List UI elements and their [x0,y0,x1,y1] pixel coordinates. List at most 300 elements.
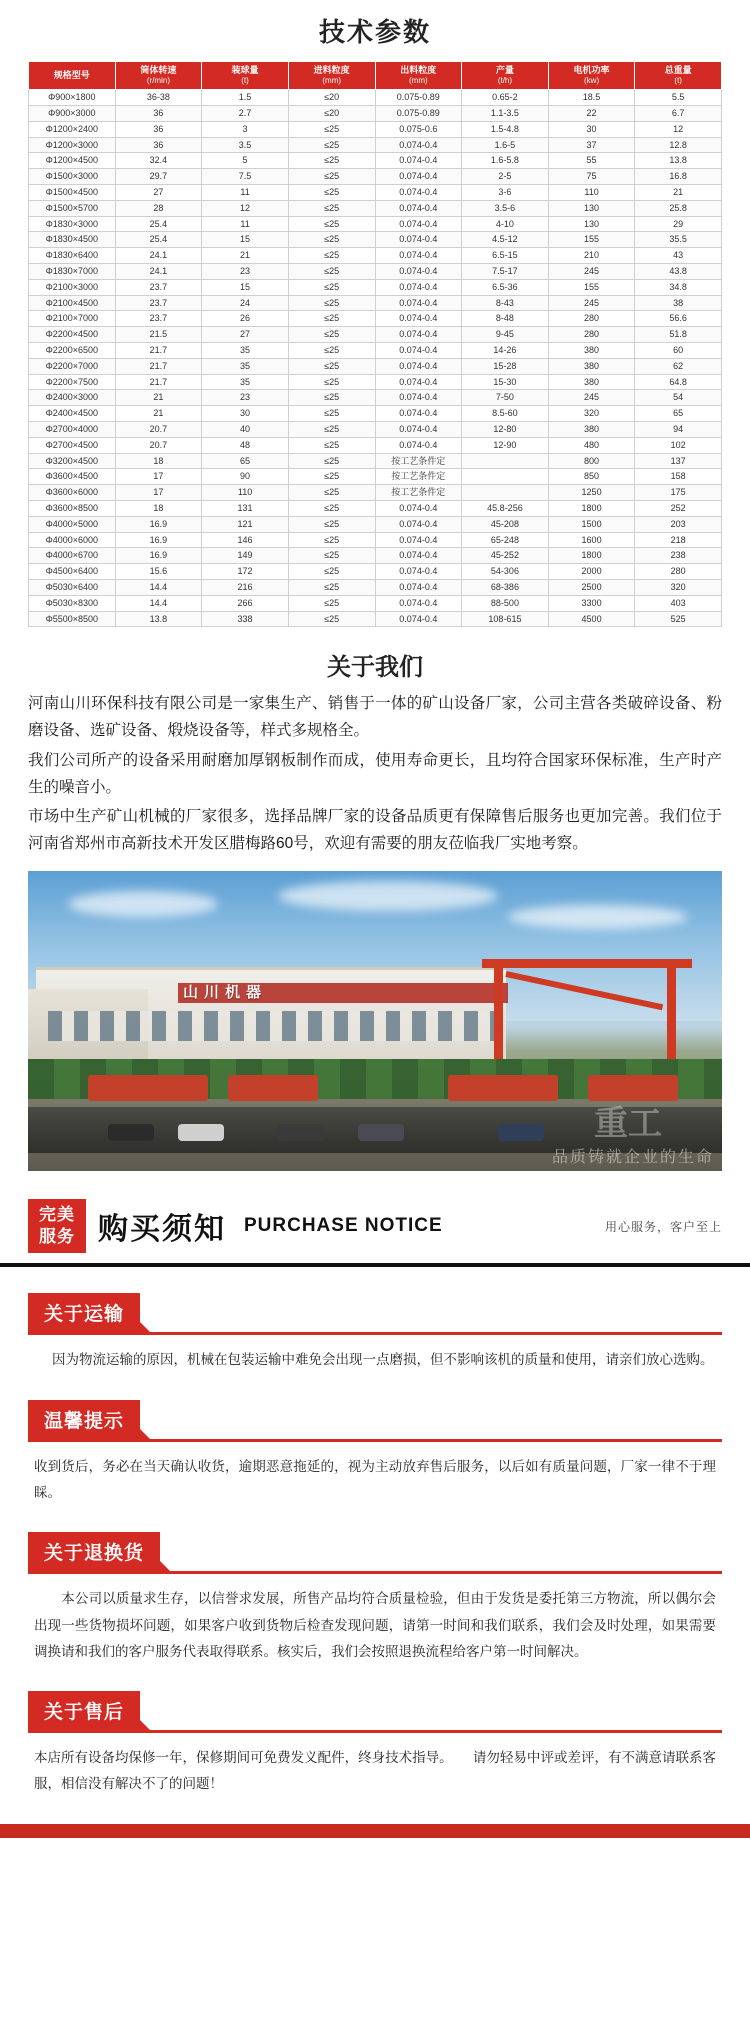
table-row [29,137,722,153]
table-row [29,469,722,485]
table-row [29,485,722,501]
service-badge [28,1199,86,1253]
notice-body-tips: 收到货后，务必在当天确认收货，逾期恶意拖延的，视为主动放弃售后服务，以后如有质量问题，厂家一律不于理睬。 [34,1458,716,1500]
table-cell: 2-5 [462,169,549,185]
table-cell [462,485,549,501]
table-cell: 68-386 [462,579,549,595]
table-cell: ≤25 [288,216,375,232]
table-cell: Φ5030×6400 [29,579,116,595]
spec-col-speed-label: 筒体转速 [140,65,177,75]
table-cell: Φ2100×3000 [29,279,116,295]
table-cell: 380 [548,343,635,359]
table-cell: 25.8 [635,200,722,216]
spec-table [28,61,722,627]
table-cell: ≤25 [288,532,375,548]
table-row [29,232,722,248]
table-row [29,200,722,216]
table-cell: 25.4 [115,216,202,232]
table-cell: 5.5 [635,90,722,106]
table-cell: 1.5 [202,90,289,106]
table-cell: 30 [202,406,289,422]
table-cell: 1800 [548,500,635,516]
notice-item-after-sales [28,1691,722,1798]
spec-col-power-label: 电机功率 [573,65,610,75]
equipment-item [228,1075,318,1101]
table-cell: 0.074-0.4 [375,137,462,153]
table-cell: 8.5-60 [462,406,549,422]
table-cell: 0.074-0.4 [375,216,462,232]
table-cell: 1.6-5.8 [462,153,549,169]
factory-photo [28,871,722,1171]
table-cell: 7-50 [462,390,549,406]
spec-col-ball-load-label: 装球量 [231,65,259,75]
about-paragraph-1: 河南山川环保科技有限公司是一家集生产、销售于一体的矿山设备厂家，公司主营各类破碎设备、粉磨设备、选矿设备、煅烧设备等，样式多规格全。 [28,695,722,740]
table-cell: 23.7 [115,311,202,327]
table-cell: 4.5-12 [462,232,549,248]
equipment-item [448,1075,558,1101]
table-cell: ≤25 [288,421,375,437]
table-cell: 75 [548,169,635,185]
table-cell: 35 [202,343,289,359]
table-row [29,406,722,422]
table-row [29,185,722,201]
table-cell: Φ1200×2400 [29,121,116,137]
crane-diagonal [505,971,663,1010]
table-cell: Φ1830×4500 [29,232,116,248]
table-cell: 172 [202,564,289,580]
notice-divider [28,1730,722,1733]
table-cell: 37 [548,137,635,153]
table-cell: 27 [202,327,289,343]
table-cell: 0.074-0.4 [375,279,462,295]
table-cell: 130 [548,216,635,232]
table-cell: Φ4500×6400 [29,564,116,580]
notice-item-transport [28,1293,722,1373]
table-cell: 6.7 [635,106,722,122]
table-cell: 23.7 [115,295,202,311]
table-cell: ≤25 [288,595,375,611]
table-cell: 0.074-0.4 [375,564,462,580]
table-cell: 12-90 [462,437,549,453]
table-cell: ≤25 [288,564,375,580]
table-cell: Φ2200×4500 [29,327,116,343]
table-row [29,121,722,137]
purchase-notice-title-en: PURCHASE NOTICE [244,1215,443,1237]
spec-col-ball-load-unit: (t) [241,76,249,86]
table-row [29,343,722,359]
table-row [29,358,722,374]
table-cell: 23 [202,264,289,280]
table-cell: 35.5 [635,232,722,248]
table-cell: 28 [115,200,202,216]
table-cell: 21.7 [115,358,202,374]
table-cell: 64.8 [635,374,722,390]
table-cell: 18 [115,500,202,516]
table-row [29,311,722,327]
table-cell: 22 [548,106,635,122]
spec-col-model [29,62,116,90]
table-cell: 48 [202,437,289,453]
about-title: 关于我们 [327,654,423,682]
table-cell: Φ2100×4500 [29,295,116,311]
table-cell: ≤25 [288,153,375,169]
table-cell: 54 [635,390,722,406]
table-cell: 280 [548,327,635,343]
table-cell: 23 [202,390,289,406]
about-paragraph-2: 我们公司所产的设备采用耐磨加厚钢板制作而成，使用寿命更长，且均符合国家环保标准，生产时产生的噪音小。 [28,751,722,796]
table-cell: 480 [548,437,635,453]
table-cell: 32.4 [115,153,202,169]
table-cell: 0.074-0.4 [375,248,462,264]
table-cell: 24.1 [115,248,202,264]
table-cell: 0.074-0.4 [375,390,462,406]
table-cell: 34.8 [635,279,722,295]
table-cell: 216 [202,579,289,595]
table-cell: 21.7 [115,374,202,390]
table-row [29,548,722,564]
spec-col-ball-load [202,62,289,90]
spec-col-power [548,62,635,90]
table-cell: Φ3200×4500 [29,453,116,469]
table-cell: 108-615 [462,611,549,627]
table-cell: Φ1500×4500 [29,185,116,201]
table-cell: 7.5-17 [462,264,549,280]
table-cell: 0.074-0.4 [375,406,462,422]
table-cell: 280 [548,311,635,327]
table-cell: 4500 [548,611,635,627]
table-cell: 23.7 [115,279,202,295]
table-cell: 40 [202,421,289,437]
table-cell: 51.8 [635,327,722,343]
table-cell: Φ1830×6400 [29,248,116,264]
table-cell: 252 [635,500,722,516]
table-cell: 403 [635,595,722,611]
table-cell: 3 [202,121,289,137]
table-cell: 36 [115,121,202,137]
spec-table-head [29,62,722,90]
table-cell: 16.9 [115,532,202,548]
table-cell: 800 [548,453,635,469]
table-cell: 按工艺条件定 [375,453,462,469]
spec-col-feed-size [288,62,375,90]
equipment-item [88,1075,208,1101]
table-cell: 338 [202,611,289,627]
building-windows [48,1011,498,1041]
table-cell: 380 [548,374,635,390]
parked-car [178,1124,224,1141]
table-cell: Φ1200×4500 [29,153,116,169]
table-cell: 0.074-0.4 [375,311,462,327]
table-cell: 56.6 [635,311,722,327]
table-cell: Φ5030×8300 [29,595,116,611]
notice-divider [28,1332,722,1335]
table-row [29,248,722,264]
table-cell: Φ1500×5700 [29,200,116,216]
table-row [29,90,722,106]
table-cell: 21 [202,248,289,264]
table-row [29,516,722,532]
parked-car [108,1124,154,1141]
table-cell: Φ3600×8500 [29,500,116,516]
table-cell: 158 [635,469,722,485]
table-cell: 38 [635,295,722,311]
table-cell: 155 [548,232,635,248]
table-cell: ≤25 [288,311,375,327]
table-cell: 14-26 [462,343,549,359]
table-cell: 0.074-0.4 [375,153,462,169]
table-cell: ≤25 [288,453,375,469]
table-row [29,279,722,295]
table-cell: 15 [202,279,289,295]
watermark-logo: 重工 [594,1105,662,1144]
gantry-crane [482,941,692,1071]
table-cell: 15 [202,232,289,248]
table-cell: 850 [548,469,635,485]
table-cell: 65 [202,453,289,469]
table-cell: 36 [115,106,202,122]
table-cell: ≤20 [288,90,375,106]
table-cell: 203 [635,516,722,532]
table-cell: 0.074-0.4 [375,295,462,311]
table-cell: 1600 [548,532,635,548]
table-cell: 35 [202,358,289,374]
table-cell: Φ2400×3000 [29,390,116,406]
spec-col-capacity-unit: (t/h) [497,76,513,86]
table-row [29,153,722,169]
notice-body-returns: 本公司以质量求生存，以信誉求发展，所售产品均符合质量检验，但由于发货是委托第三方物流，所以偶尔会出现一些货物损坏问题，如果客户收到货物后检查发现问题，请第一时间和我们联系，我们会及时处理，如果需要调换请和我们的客户服务代表取得联系。核实后，我们会按照退换流程给客户第一时间解决。 [34,1591,716,1659]
table-cell: 380 [548,421,635,437]
table-cell: ≤25 [288,374,375,390]
table-row [29,595,722,611]
building-sign-text: 山川机器 [183,983,268,1002]
table-cell: ≤25 [288,548,375,564]
table-cell: 280 [635,564,722,580]
parked-car [278,1124,324,1141]
table-cell: 218 [635,532,722,548]
table-cell: Φ2200×7000 [29,358,116,374]
about-paragraph-3: 市场中生产矿山机械的厂家很多，选择品牌厂家的设备品质更有保障售后服务也更加完善。我们位于河南省郑州市高新技术开发区腊梅路60号，欢迎有需要的朋友莅临我厂实地考察。 [28,807,722,852]
table-cell: 35 [202,374,289,390]
table-cell: 110 [202,485,289,501]
table-cell: 0.074-0.4 [375,185,462,201]
table-cell: 60 [635,343,722,359]
table-cell: 30 [548,121,635,137]
table-cell: 0.074-0.4 [375,611,462,627]
table-cell: 21 [115,406,202,422]
table-cell: ≤25 [288,264,375,280]
table-row [29,564,722,580]
table-cell: 16.8 [635,169,722,185]
table-cell: 45-252 [462,548,549,564]
table-cell: Φ3600×4500 [29,469,116,485]
table-cell: ≤25 [288,485,375,501]
table-cell: 0.074-0.4 [375,548,462,564]
table-cell: 0.075-0.6 [375,121,462,137]
notice-tag-returns: 关于退换货 [28,1532,160,1571]
table-cell: Φ5500×8500 [29,611,116,627]
table-cell: 0.074-0.4 [375,358,462,374]
table-cell: 54-306 [462,564,549,580]
table-cell: 121 [202,516,289,532]
table-row [29,295,722,311]
table-cell: ≤25 [288,232,375,248]
table-cell: 45.8-256 [462,500,549,516]
table-cell: 210 [548,248,635,264]
table-cell: 25.4 [115,232,202,248]
table-cell: 2500 [548,579,635,595]
table-cell: ≤25 [288,469,375,485]
table-cell: 320 [548,406,635,422]
table-cell: 3.5-6 [462,200,549,216]
purchase-notice-slogan: 用心服务，客户至上 [604,1219,722,1234]
table-cell: ≤25 [288,579,375,595]
table-cell: 55 [548,153,635,169]
table-cell: 17 [115,469,202,485]
spec-col-weight-label: 总重量 [664,65,692,75]
table-cell: 0.074-0.4 [375,343,462,359]
table-cell: 43.8 [635,264,722,280]
table-cell: 6.5-15 [462,248,549,264]
table-cell: 15-30 [462,374,549,390]
table-cell: 0.074-0.4 [375,500,462,516]
table-cell: 0.075-0.89 [375,106,462,122]
table-cell: Φ2200×6500 [29,343,116,359]
spec-col-model-label: 规格型号 [53,70,90,80]
crane-beam [482,959,692,968]
table-cell: Φ900×3000 [29,106,116,122]
table-cell: 16.9 [115,516,202,532]
table-cell: 0.074-0.4 [375,579,462,595]
table-cell: ≤25 [288,358,375,374]
service-badge-line1: 完美 [39,1205,75,1225]
spec-col-weight [635,62,722,90]
table-cell: 0.074-0.4 [375,264,462,280]
table-cell: 1.6-5 [462,137,549,153]
table-cell: Φ2700×4000 [29,421,116,437]
table-cell: 137 [635,453,722,469]
table-cell: ≤25 [288,406,375,422]
spec-col-power-unit: (kw) [584,76,600,86]
table-cell: ≤25 [288,500,375,516]
table-cell: 20.7 [115,421,202,437]
table-cell: ≤25 [288,169,375,185]
table-row [29,106,722,122]
table-cell: 1500 [548,516,635,532]
table-cell: 45-208 [462,516,549,532]
table-cell: 24 [202,295,289,311]
table-cell: 12 [635,121,722,137]
table-cell: 245 [548,390,635,406]
table-row [29,327,722,343]
table-cell: Φ1200×3000 [29,137,116,153]
table-row [29,374,722,390]
notice-tag-tips: 温馨提示 [28,1400,140,1439]
table-cell: ≤25 [288,121,375,137]
purchase-notice-title-cn: 购买须知 [98,1213,226,1247]
table-cell: 1800 [548,548,635,564]
table-cell: 13.8 [635,153,722,169]
notice-item-returns [28,1532,722,1665]
table-cell: 130 [548,200,635,216]
table-cell: 146 [202,532,289,548]
spec-header-row [29,62,722,90]
table-cell: 65 [635,406,722,422]
table-cell: 12-80 [462,421,549,437]
table-row [29,169,722,185]
table-cell: Φ2700×4500 [29,437,116,453]
table-cell: ≤25 [288,516,375,532]
table-cell: 11 [202,216,289,232]
table-cell: 12 [202,200,289,216]
table-cell: Φ900×1800 [29,90,116,106]
spec-col-capacity [462,62,549,90]
table-cell: 266 [202,595,289,611]
table-row [29,216,722,232]
table-cell: 21.7 [115,343,202,359]
table-row [29,437,722,453]
table-cell: ≤25 [288,185,375,201]
table-cell: 0.074-0.4 [375,437,462,453]
table-cell: 29 [635,216,722,232]
table-cell: 17 [115,485,202,501]
crane-leg-left [494,965,503,1070]
table-cell: 0.074-0.4 [375,595,462,611]
table-cell: 175 [635,485,722,501]
table-cell: 3-6 [462,185,549,201]
spec-col-output-size-label: 出料粒度 [400,65,437,75]
service-badge-line2: 服务 [39,1227,75,1247]
table-cell: ≤25 [288,248,375,264]
table-cell: 9-45 [462,327,549,343]
notice-body-transport: 因为物流运输的原因，机械在包装运输中难免会出现一点磨损，但不影响该机的质量和使用，请亲们放心选购。 [52,1352,714,1368]
table-cell: 245 [548,295,635,311]
table-cell: 8-48 [462,311,549,327]
spec-col-capacity-label: 产量 [495,65,514,75]
table-cell [462,453,549,469]
table-cell: 0.074-0.4 [375,200,462,216]
table-cell: 7.5 [202,169,289,185]
table-cell: Φ2400×4500 [29,406,116,422]
table-cell: ≤25 [288,437,375,453]
table-cell: 525 [635,611,722,627]
table-cell: 1.5-4.8 [462,121,549,137]
spec-table-body [29,90,722,627]
table-cell: 8-43 [462,295,549,311]
table-cell: 24.1 [115,264,202,280]
table-cell: 65-248 [462,532,549,548]
table-cell: ≤25 [288,279,375,295]
spec-col-weight-unit: (t) [674,76,682,86]
table-cell: 0.074-0.4 [375,374,462,390]
table-cell: 90 [202,469,289,485]
crane-leg-right [667,965,676,1070]
table-cell: ≤25 [288,343,375,359]
notice-divider [28,1439,722,1442]
notice-tag-transport: 关于运输 [28,1293,140,1332]
spec-col-speed [115,62,202,90]
table-cell: 14.4 [115,595,202,611]
table-cell: 27 [115,185,202,201]
table-cell: 29.7 [115,169,202,185]
table-cell: 1.1-3.5 [462,106,549,122]
table-cell: 26 [202,311,289,327]
cloud-shape [278,881,498,911]
table-cell: 1250 [548,485,635,501]
spec-col-speed-unit: (r/min) [146,76,170,86]
table-cell: ≤25 [288,611,375,627]
table-cell: 0.074-0.4 [375,232,462,248]
spec-table-wrapper [0,61,750,627]
